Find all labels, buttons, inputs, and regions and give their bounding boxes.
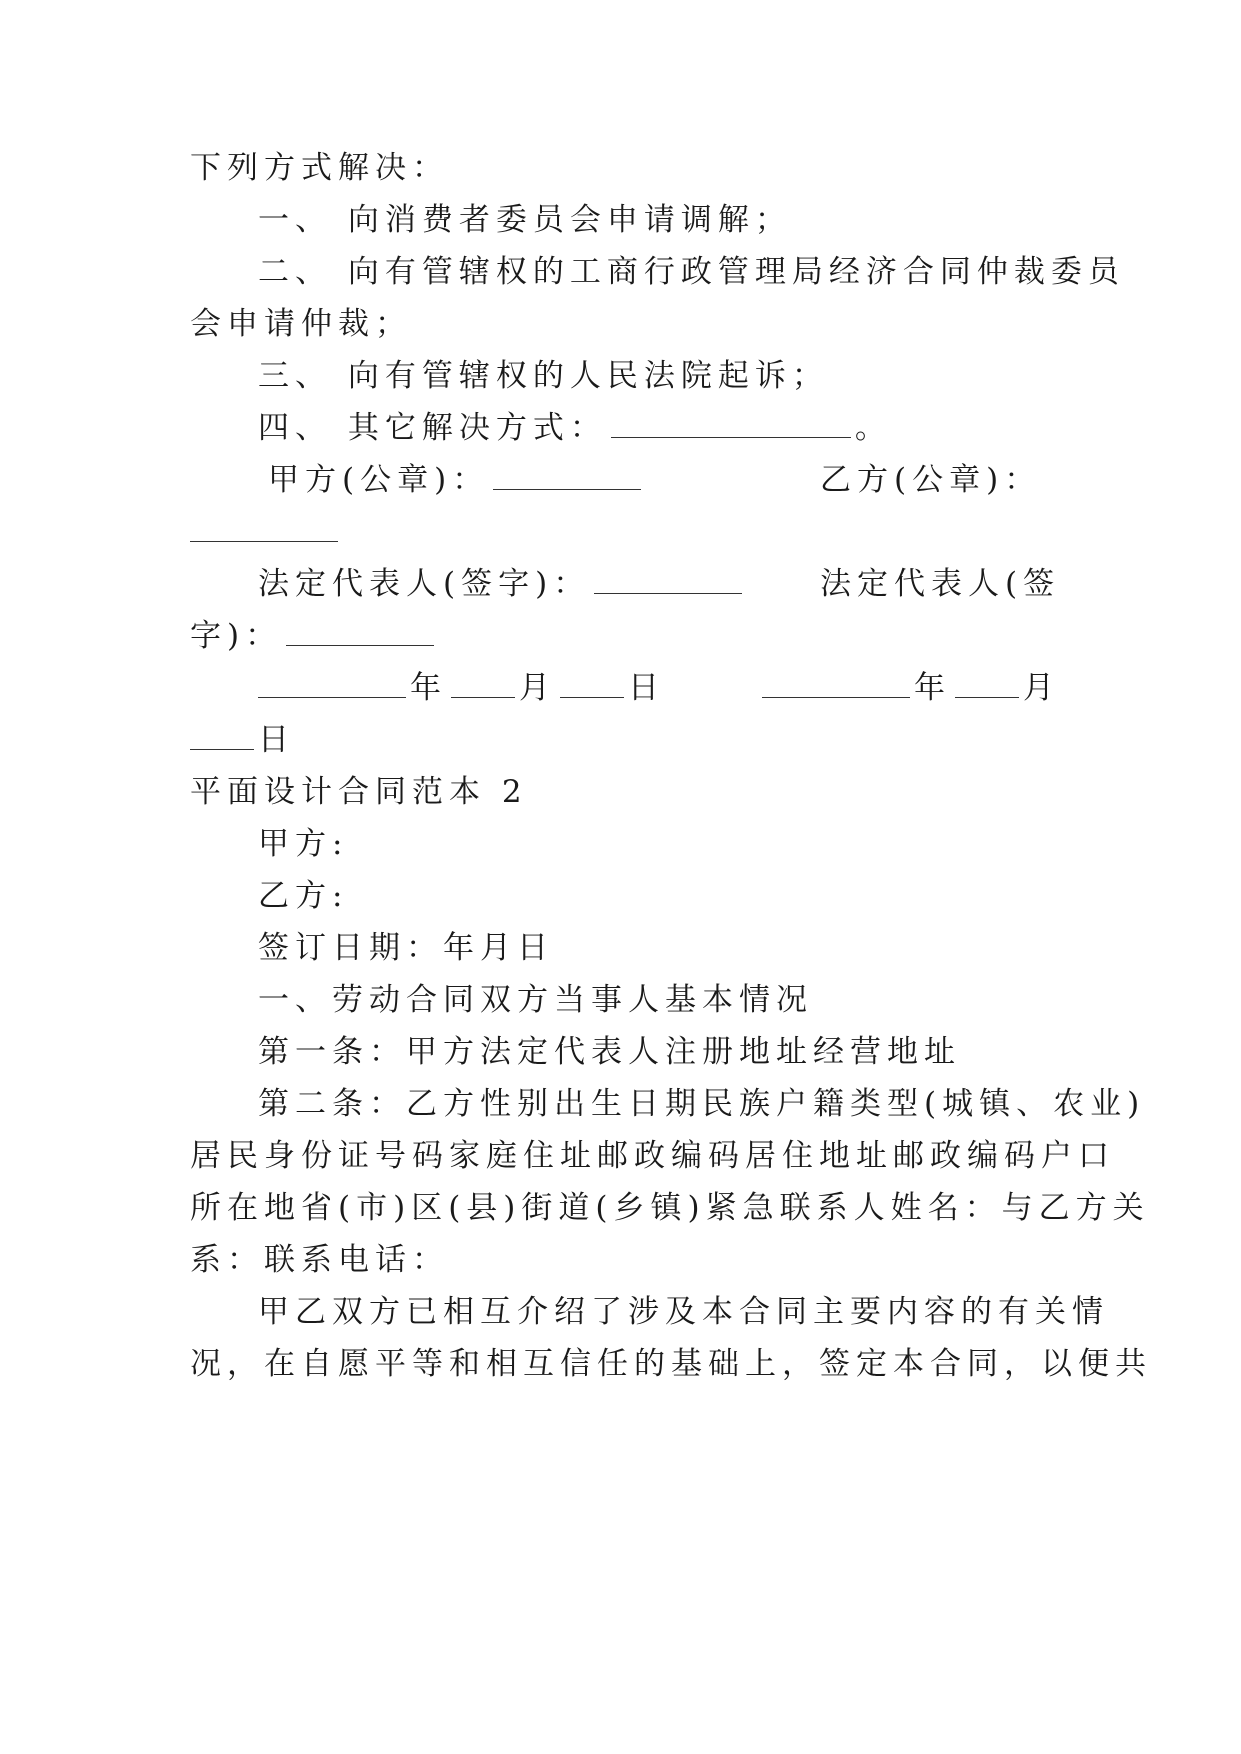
text-line: 甲方: [258,826,349,862]
text-segment: 年 [914,670,951,706]
text-segment: 年 [410,670,447,706]
text-line: 甲乙双方已相互介绍了涉及本合同主要内容的有关情 [258,1294,1109,1330]
text-segment: 法定代表人(签字)： [258,566,591,602]
text-line: 乙方: [258,878,349,914]
fill-blank [286,619,434,646]
text-segment: 。 [854,410,892,446]
text-segment: 月 [519,670,556,706]
text-line: 会申请仲裁； [190,306,412,342]
text-line: 签订日期：年月日 [258,930,554,966]
fill-blank [190,723,254,750]
text-line [258,564,746,604]
text-line [268,460,645,500]
text-line [258,668,665,708]
fill-blank [594,567,742,594]
text-line: 况，在自愿平等和相互信任的基础上，签定本合同，以便共 [190,1346,1152,1382]
text-line: 下列方式解决： [190,150,449,186]
text-line: 一、劳动合同双方当事人基本情况 [258,982,813,1018]
fill-blank [611,411,851,438]
text-line [190,720,295,760]
text-segment: 日 [258,722,295,758]
text-line: 居民身份证号码家庭住址邮政编码居住地址邮政编码户口 [190,1138,1115,1174]
text-line: 所在地省(市)区(县)街道(乡镇)紧急联系人姓名：与乙方关 [190,1190,1150,1226]
fill-blank [451,671,515,698]
fill-blank [258,671,406,698]
text-line [762,668,1060,708]
text-line [258,408,892,448]
text-line: 一、 向消费者委员会申请调解； [258,202,792,238]
text-line [190,616,438,656]
text-segment: 日 [628,670,665,706]
text-segment: 甲方(公章)： [268,462,490,498]
text-segment: 字)： [190,618,283,654]
text-segment: 四、 其它解决方式： [258,410,607,446]
text-line: 二、 向有管辖权的工商行政管理局经济合同仲裁委员 [258,254,1125,290]
text-segment: 月 [1023,670,1060,706]
text-line: 三、 向有管辖权的人民法院起诉； [258,358,829,394]
text-line: 法定代表人(签 [820,566,1061,602]
fill-blank [190,515,338,542]
text-line [190,512,342,552]
text-line: 系：联系电话： [190,1242,449,1278]
fill-blank [762,671,910,698]
text-line: 乙方(公章)： [820,462,1042,498]
text-line: 第一条：甲方法定代表人注册地址经营地址 [258,1034,961,1070]
fill-blank [493,463,641,490]
fill-blank [560,671,624,698]
fill-blank [955,671,1019,698]
text-line: 第二条：乙方性别出生日期民族户籍类型(城镇、农业) [258,1086,1146,1122]
section-title: 平面设计合同范本 2 [190,774,528,810]
